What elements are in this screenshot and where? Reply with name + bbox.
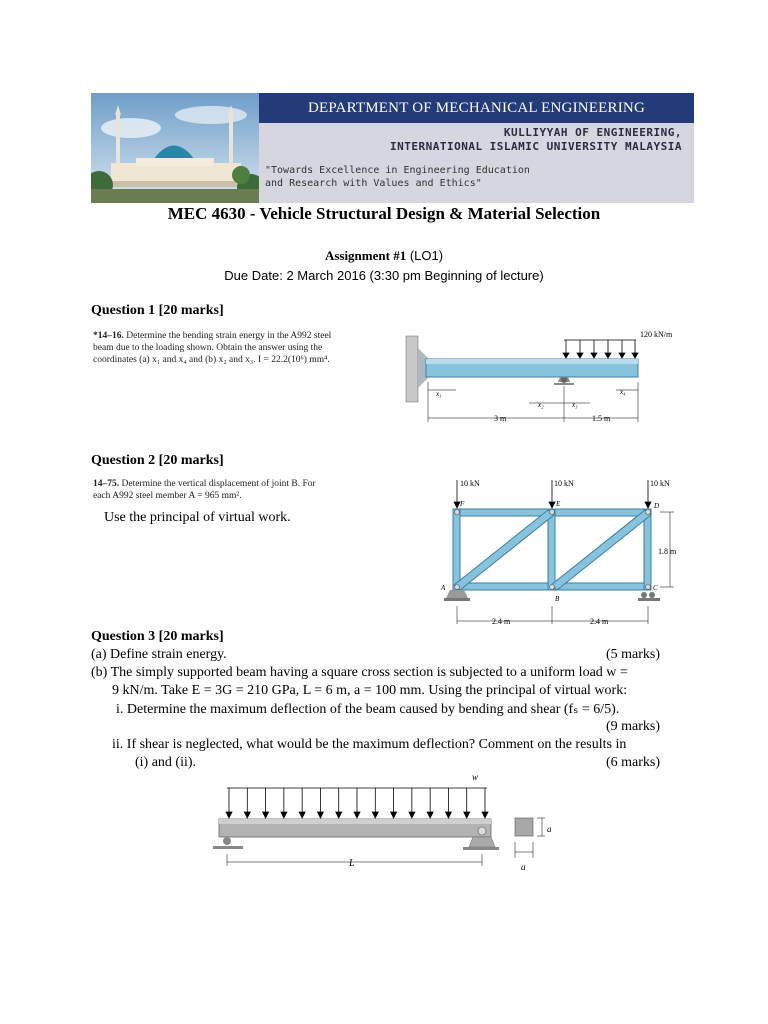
q3-part-b-ii-line-2: (i) and (ii). <box>135 755 197 770</box>
course-title: MEC 4630 - Vehicle Structural Design & Material Selection <box>167 204 601 223</box>
kulliyyah-name: KULLIYYAH OF ENGINEERING, <box>503 126 682 139</box>
q3-part-b-i: i. Determine the maximum deflection of the beam caused by bending and shear (fₛ = 6/5). <box>116 702 620 717</box>
load-arrowhead <box>244 812 250 818</box>
university-name: INTERNATIONAL ISLAMIC UNIVERSITY MALAYSIA <box>389 140 682 153</box>
load-arrowhead <box>409 812 415 818</box>
q3-part-b-ii-marks: (6 marks) <box>605 755 660 770</box>
question-2-truss-figure <box>424 472 688 632</box>
q3-part-b-i-marks: (9 marks) <box>605 719 660 734</box>
q3-part-b-line-2: 9 kN/m. Take E = 3G = 210 GPa, L = 6 m, a = 100 mm. Using the principal of virtual work: <box>112 683 628 698</box>
a-side-label-2: a <box>521 862 526 872</box>
header-banner <box>91 93 694 203</box>
q2-line-1: 14–75. Determine the vertical displacement of joint B. For <box>93 479 316 489</box>
load-arrowhead <box>464 812 470 818</box>
node-A: A <box>441 584 446 592</box>
assignment-lo: (LO1) <box>409 248 444 263</box>
university-mosque-photo <box>91 93 259 203</box>
load-arrowhead <box>299 812 305 818</box>
q1-line-1: *14–16. Determine the bending strain energy in the A992 steel <box>93 331 332 341</box>
distributed-load-arrows <box>563 340 638 358</box>
w-label: w <box>472 772 479 782</box>
height-label: 1.8 m <box>658 547 677 556</box>
q3-part-b-line-1: (b) The simply supported beam having a square cross section is subjected to a uniform load w = <box>91 665 628 680</box>
question-1-beam-figure <box>404 322 689 428</box>
question-1-problem <box>93 330 331 366</box>
motto-line-2: and Research with Values and Ethics" <box>265 178 482 189</box>
load-arrowhead <box>263 812 269 818</box>
node-E: E <box>556 500 561 508</box>
node-D: D <box>654 502 660 510</box>
load-1-label: 10 kN <box>460 479 480 488</box>
question-3-heading: Question 3 [20 marks] <box>91 629 224 644</box>
a-side-label-1: a <box>547 824 552 834</box>
motto-line-1: "Towards Excellence in Engineering Education <box>265 165 530 176</box>
dim-3m: 3 m <box>494 414 507 423</box>
q1-line-3: coordinates (a) x₁ and x₄ and (b) x₂ and x₃. I = 22.2(10⁶) mm⁴. <box>93 355 330 365</box>
load-arrowhead <box>336 812 342 818</box>
node-B: B <box>555 595 560 603</box>
q3-part-b-ii-line-1: ii. If shear is neglected, what would be the maximum deflection? Comment on the results in <box>112 737 627 752</box>
question-3-beam-figure <box>205 770 555 874</box>
load-arrowhead <box>372 812 378 818</box>
load-arrowhead <box>427 812 433 818</box>
load-label: 120 kN/m <box>640 330 673 339</box>
x4-label: x₄ <box>620 388 626 396</box>
cross-section <box>515 818 533 836</box>
load-arrowhead <box>445 812 451 818</box>
span-1-label: 2.4 m <box>492 617 511 626</box>
q1-line-2: beam due to the loading shown. Obtain the answer using the <box>93 343 323 353</box>
q3-distributed-load-arrows <box>226 788 488 818</box>
load-arrowhead <box>317 812 323 818</box>
q3-part-a: (a) Define strain energy. <box>91 647 227 662</box>
question-2-heading: Question 2 [20 marks] <box>91 453 224 468</box>
q2-line-2: each A992 steel member A = 965 mm². <box>93 491 242 501</box>
load-arrowhead <box>226 812 232 818</box>
x2-label: x₂ <box>538 401 544 409</box>
x3-label: x₃ <box>572 401 578 409</box>
question-1-heading: Question 1 [20 marks] <box>91 303 224 318</box>
load-arrowhead <box>354 812 360 818</box>
question-2-problem <box>93 478 316 502</box>
span-2-label: 2.4 m <box>590 617 609 626</box>
q3-part-a-marks: (5 marks) <box>605 647 660 662</box>
load-3-label: 10 kN <box>650 479 670 488</box>
assignment-number: Assignment #1 <box>324 248 407 263</box>
x1-label: x₁ <box>436 390 442 398</box>
banner-text-area <box>259 123 694 203</box>
load-2-label: 10 kN <box>554 479 574 488</box>
department-title: DEPARTMENT OF MECHANICAL ENGINEERING <box>259 93 694 123</box>
node-C: C <box>653 584 658 592</box>
load-arrowhead <box>482 812 488 818</box>
load-arrowhead <box>281 812 287 818</box>
assignment-title <box>0 248 768 264</box>
question-2-instruction: Use the principal of virtual work. <box>104 510 291 525</box>
due-date: Due Date: 2 March 2016 (3:30 pm Beginning of lecture) <box>224 268 544 283</box>
L-label: L <box>349 858 355 869</box>
dim-1-5m: 1.5 m <box>592 414 611 423</box>
load-arrowhead <box>391 812 397 818</box>
node-F: F <box>460 500 465 508</box>
